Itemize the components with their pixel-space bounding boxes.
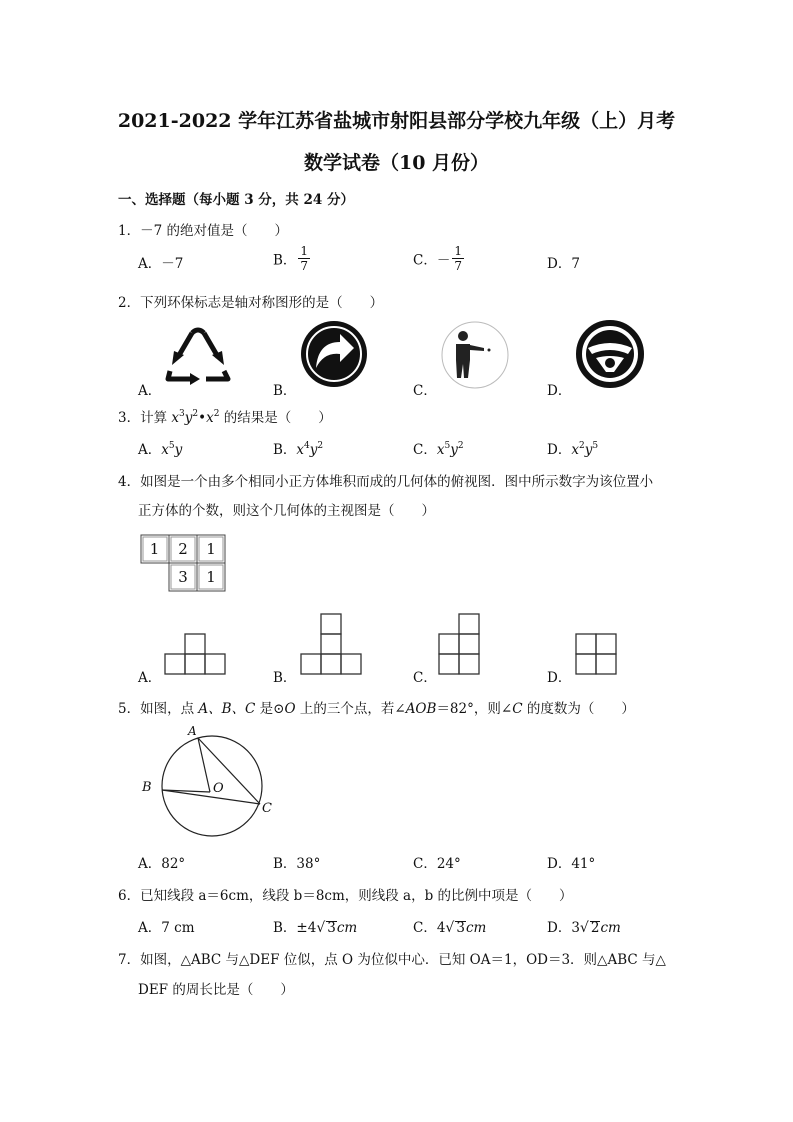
grid-cell: 1 (149, 540, 160, 558)
q2-option-c: C． (413, 383, 437, 399)
question-7-stem-line1: 7．如图，△ABC 与△DEF 位似，点 O 为位似中心．已知 OA＝1，OD＝3．则△ABC 与△ (118, 952, 666, 968)
q6-option-d: D．3√ 2cm (547, 920, 621, 936)
question-5-stem: 5．如图，点 A、B、C 是⊙O 上的三个点，若∠AOB＝82°，则∠C 的度数为（ ） (118, 701, 635, 717)
q2-option-b: B． (273, 383, 297, 399)
page-subtitle: 数学试卷（10 月份） (303, 152, 490, 174)
recycle-icon (164, 325, 232, 387)
question-4-stem-line2: 正方体的个数，则这个几何体的主视图是（ ） (138, 503, 435, 519)
front-view-b (300, 613, 362, 675)
q2-option-d: D． (547, 383, 572, 399)
q5-option-c: C．24° (413, 856, 461, 872)
q5-option-b: B．38° (273, 856, 321, 872)
front-view-c (438, 613, 480, 675)
question-4-stem-line1: 4．如图是一个由多个相同小正方体堆积而成的几何体的俯视图．图中所示数字为该位置小 (118, 474, 654, 490)
q1-option-c: C．－ $\frac{1}{7}$ (413, 244, 462, 273)
q1-option-b: B． $\frac{1}{7}$ (273, 244, 309, 273)
grid-cell: 1 (206, 540, 216, 558)
question-6-stem: 6．已知线段 a＝6cm，线段 b＝8cm，则线段 a，b 的比例中项是（ ） (118, 888, 573, 904)
point-b-label: B (142, 780, 152, 795)
emblem-icon (576, 320, 644, 388)
question-7-stem-line2: DEF 的周长比是（ ） (138, 982, 294, 998)
page-title: 2021-2022 学年江苏省盐城市射阳县部分学校九年级（上）月考 (117, 110, 676, 132)
grid-cell: 1 (206, 568, 216, 586)
q3-option-a: A．$x^5y$ (138, 440, 183, 458)
q1-option-a: A．－7 (138, 256, 184, 272)
point-c-label: C (262, 801, 272, 816)
green-dot-icon (300, 320, 368, 388)
top-view-grid (140, 534, 228, 594)
q4-option-b: B． (273, 670, 297, 686)
point-o-label: O (213, 781, 224, 796)
question-1-stem: 1．－7 的绝对值是（ ） (118, 223, 288, 239)
q5-option-d: D．41° (547, 856, 596, 872)
front-view-a (164, 633, 226, 675)
q3-option-b: B．$x^4y^2$ (273, 440, 324, 458)
q2-option-a: A． (138, 383, 162, 399)
question-3-stem: 3．计算 $x^3y^2•x^2$ 的结果是（ ） (118, 408, 332, 426)
q4-option-d: D． (547, 670, 572, 686)
question-2-stem: 2．下列环保标志是轴对称图形的是（ ） (118, 295, 384, 311)
grid-cell: 3 (178, 568, 188, 586)
q1-option-d: D．7 (547, 256, 580, 272)
q4-option-c: C． (413, 670, 437, 686)
section-heading: 一、选择题（每小题 3 分，共 24 分） (118, 192, 354, 208)
tidy-man-icon (440, 320, 510, 390)
grid-cell: 2 (178, 540, 188, 558)
point-a-label: A (188, 724, 197, 738)
q6-option-c: C．4√ 3cm (413, 920, 487, 936)
q6-option-b: B．±4√ 3cm (273, 920, 358, 936)
q3-option-c: C．$x^5y^2$ (413, 440, 464, 458)
q5-option-a: A．82° (138, 856, 186, 872)
q4-option-a: A． (138, 670, 162, 686)
front-view-d (575, 633, 617, 675)
q3-option-d: D．$x^2y^5$ (547, 440, 599, 458)
circle-diagram (140, 724, 280, 844)
q6-option-a: A．7 cm (138, 920, 195, 936)
